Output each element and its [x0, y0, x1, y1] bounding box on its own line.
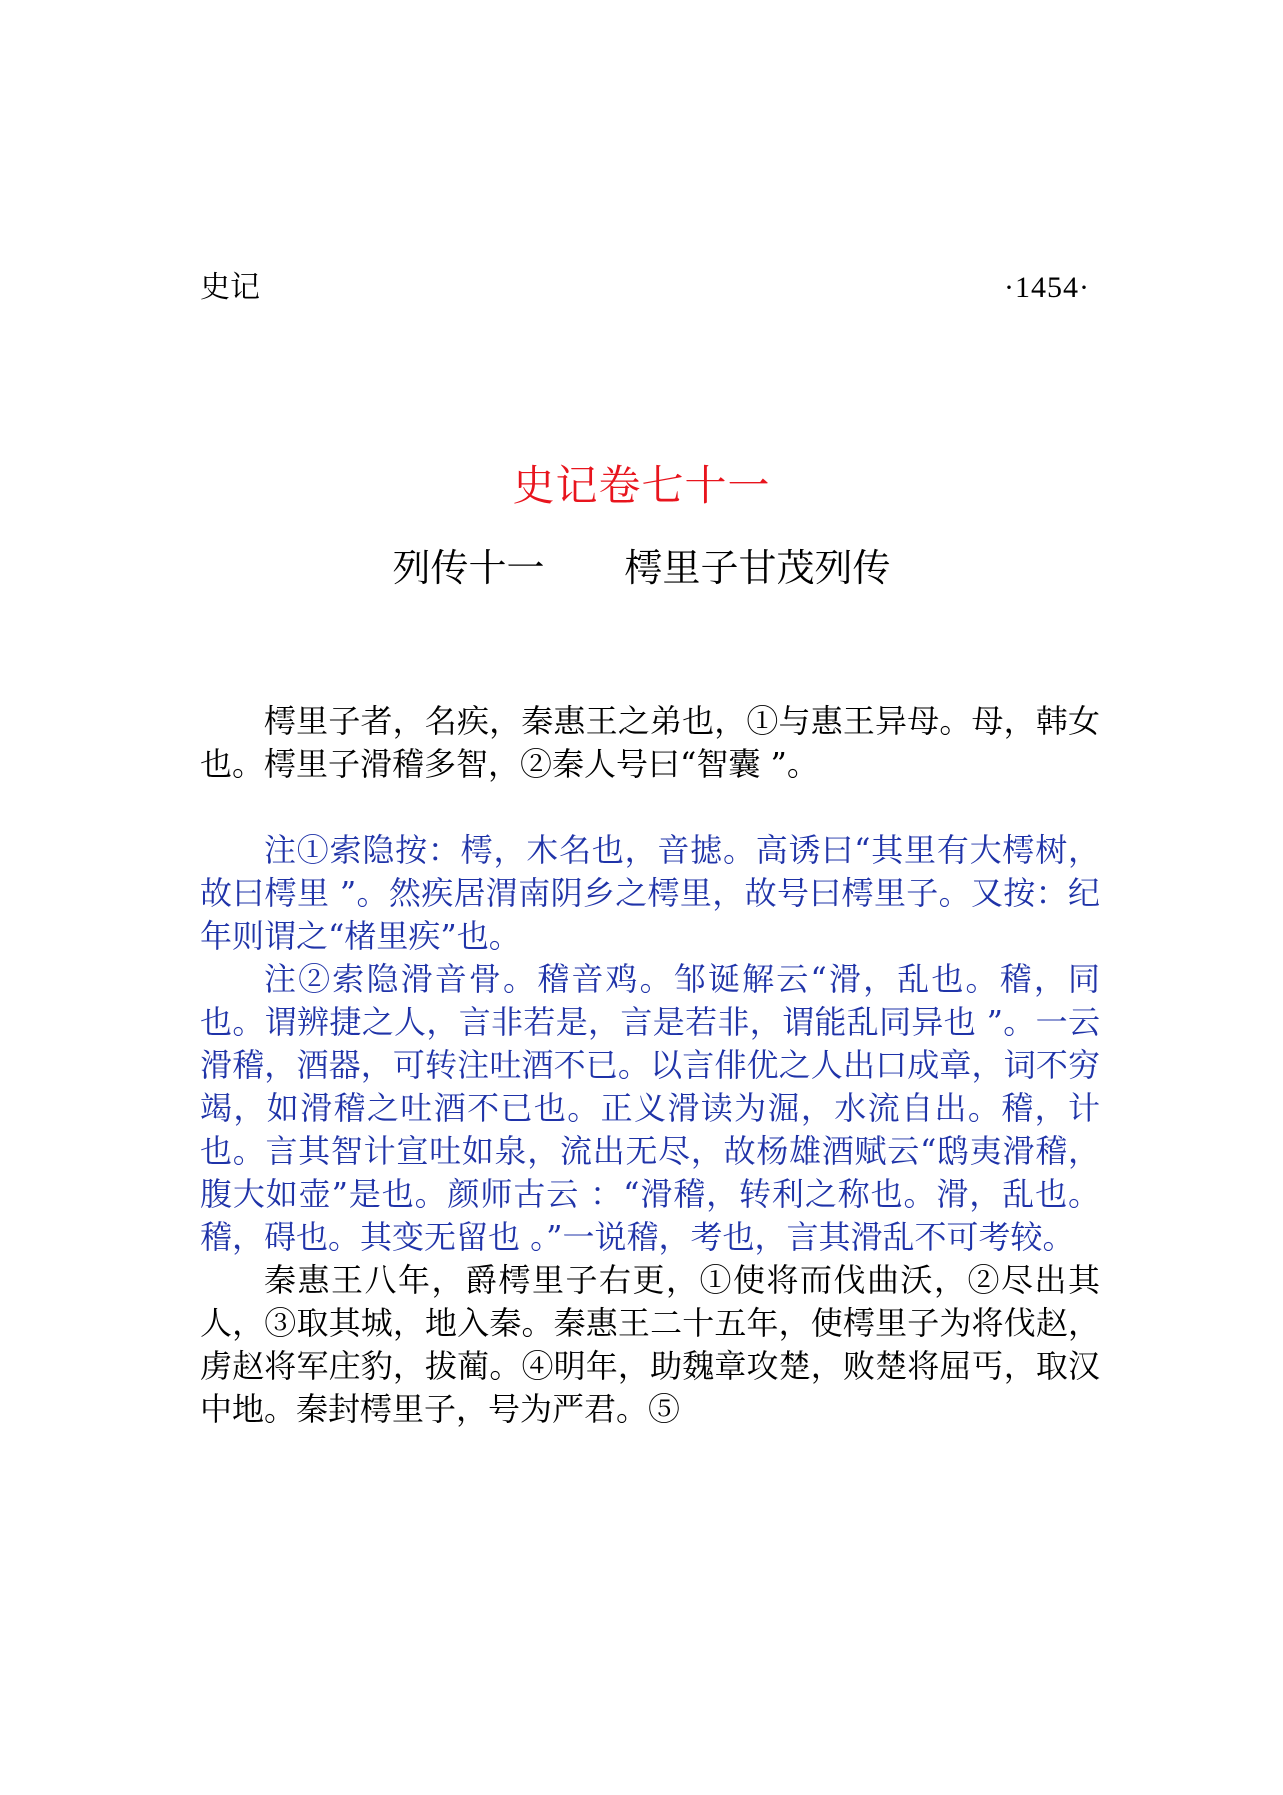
paragraph-main-1: 樗里子者，名疾，秦惠王之弟也，①与惠王异母。母，韩女也。樗里子滑稽多智，②秦人号曰“智囊 ”。 — [200, 702, 1100, 783]
body-text — [200, 700, 1100, 1431]
chapter-title — [0, 540, 1283, 596]
volume-title: 史记卷七十一 — [512, 461, 771, 510]
annotation-note-2: 注②索隐滑音骨。稽音鸡。邹诞解云“滑，乱也。稽，同也。谓辨捷之人，言非若是，言是若非，谓能乱同异也 ”。一云滑稽，酒器，可转注吐酒不已。以言俳优之人出口成章，词不穷竭，如滑稽之吐酒不已也。正义滑读为淈，水流自出。稽，计也。言其智计宣吐如泉，流出无尽，故杨雄酒赋云“鸱夷滑稽，腹大如壶”是也。颜师古云 ：“滑稽，转利之称也。滑，乱也。稽，碍也。其变无留也 。”一说稽，考也，言其滑乱不可考较。 — [200, 960, 1100, 1256]
page-number: ·1454· — [1004, 271, 1090, 304]
annotation-note-1: 注①索隐按：樗，木名也，音摅。高诱曰“其里有大樗树，故曰樗里 ”。然疾居渭南阴乡之樗里，故号曰樗里子。又按：纪年则谓之“楮里疾”也。 — [200, 831, 1100, 955]
paragraph-spacer — [200, 786, 1100, 829]
chapter-title-part1: 列传十一 — [392, 546, 545, 590]
running-head — [200, 268, 1090, 308]
book-title: 史记 — [200, 270, 260, 305]
paragraph-main-2: 秦惠王八年，爵樗里子右更，①使将而伐曲沃，②尽出其人，③取其城，地入秦。秦惠王二十五年，使樗里子为将伐赵，虏赵将军庄豹，拔蔺。④明年，助魏章攻楚，败楚将屈丐，取汉中地。秦封樗里子，号为严君。⑤ — [200, 1261, 1100, 1428]
chapter-title-part2: 樗里子甘茂列传 — [624, 546, 891, 590]
